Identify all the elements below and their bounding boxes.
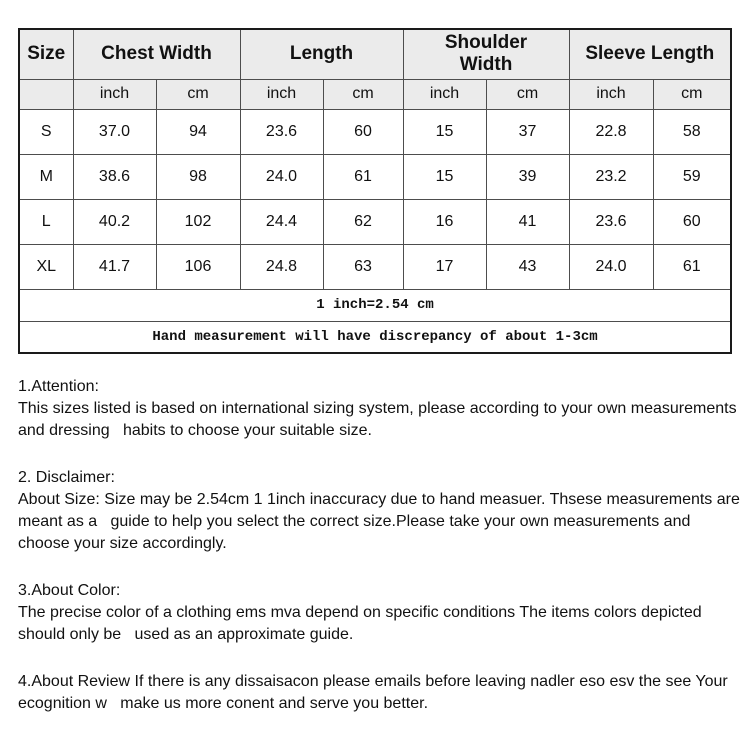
- size-label-s: S: [19, 109, 73, 154]
- cell-xl-shoulder-cm: 43: [486, 244, 569, 289]
- cell-s-length-cm: 60: [323, 109, 403, 154]
- table-note-row-inch-conversion: [19, 289, 731, 321]
- cell-xl-chest-inch: 41.7: [73, 244, 156, 289]
- cell-m-length-cm: 61: [323, 154, 403, 199]
- hand-measurement-note: Hand measurement will have discrepancy of about 1-3cm: [19, 321, 731, 353]
- unit-header-length-inch: inch: [240, 79, 323, 109]
- unit-header-chest-cm: cm: [156, 79, 240, 109]
- size-table: [18, 28, 732, 354]
- cell-xl-sleeve-inch: 24.0: [569, 244, 653, 289]
- cell-s-shoulder-cm: 37: [486, 109, 569, 154]
- cell-m-sleeve-cm: 59: [653, 154, 731, 199]
- cell-l-chest-cm: 102: [156, 199, 240, 244]
- section-about-color: [18, 580, 740, 646]
- section-about-review-body: 4.About Review If there is any dissaisacon please emails before leaving nadler eso esv the see Your ecognition w make us more conent and serve you better.: [18, 673, 733, 712]
- table-row-m: [19, 154, 731, 199]
- unit-header-sleeve-cm: cm: [653, 79, 731, 109]
- cell-m-chest-cm: 98: [156, 154, 240, 199]
- table-header-row: [19, 29, 731, 79]
- cell-l-sleeve-inch: 23.6: [569, 199, 653, 244]
- units-empty-cell: [19, 79, 73, 109]
- section-disclaimer-heading: 2. Disclaimer:: [18, 469, 115, 486]
- cell-l-shoulder-inch: 16: [403, 199, 486, 244]
- section-about-color-body: The precise color of a clothing ems mva depend on specific conditions The items colors depicted should only be used as an approximate guide.: [18, 604, 707, 643]
- cell-xl-sleeve-cm: 61: [653, 244, 731, 289]
- table-note-row-hand-measurement: [19, 321, 731, 353]
- cell-s-sleeve-cm: 58: [653, 109, 731, 154]
- unit-header-shoulder-inch: inch: [403, 79, 486, 109]
- unit-header-chest-inch: inch: [73, 79, 156, 109]
- section-attention-heading: 1.Attention:: [18, 378, 99, 395]
- column-header-sleeve-length: Sleeve Length: [569, 29, 731, 79]
- cell-l-length-cm: 62: [323, 199, 403, 244]
- table-row-l: [19, 199, 731, 244]
- size-label-xl: XL: [19, 244, 73, 289]
- cell-m-sleeve-inch: 23.2: [569, 154, 653, 199]
- section-about-color-heading: 3.About Color:: [18, 582, 121, 599]
- unit-header-length-cm: cm: [323, 79, 403, 109]
- cell-l-sleeve-cm: 60: [653, 199, 731, 244]
- column-header-size: Size: [19, 29, 73, 79]
- unit-header-shoulder-cm: cm: [486, 79, 569, 109]
- column-header-shoulder-width-label: Shoulder Width: [444, 32, 528, 76]
- section-attention-body: This sizes listed is based on international sizing system, please according to your own measurements and dressing habits to choose your suitable size.: [18, 400, 742, 439]
- cell-s-chest-inch: 37.0: [73, 109, 156, 154]
- cell-m-length-inch: 24.0: [240, 154, 323, 199]
- cell-xl-chest-cm: 106: [156, 244, 240, 289]
- cell-xl-length-cm: 63: [323, 244, 403, 289]
- cell-s-sleeve-inch: 22.8: [569, 109, 653, 154]
- column-header-shoulder-width: [403, 29, 569, 79]
- cell-m-shoulder-inch: 15: [403, 154, 486, 199]
- section-attention: [18, 376, 740, 442]
- cell-m-shoulder-cm: 39: [486, 154, 569, 199]
- table-row-s: [19, 109, 731, 154]
- section-disclaimer: [18, 467, 745, 555]
- cell-xl-length-inch: 24.8: [240, 244, 323, 289]
- section-about-review: [18, 671, 740, 715]
- table-units-row: [19, 79, 731, 109]
- cell-l-shoulder-cm: 41: [486, 199, 569, 244]
- cell-l-length-inch: 24.4: [240, 199, 323, 244]
- column-header-length: Length: [240, 29, 403, 79]
- column-header-chest-width: Chest Width: [73, 29, 240, 79]
- inch-conversion-note: 1 inch=2.54 cm: [19, 289, 731, 321]
- unit-header-sleeve-inch: inch: [569, 79, 653, 109]
- size-label-l: L: [19, 199, 73, 244]
- cell-xl-shoulder-inch: 17: [403, 244, 486, 289]
- table-row-xl: [19, 244, 731, 289]
- cell-s-shoulder-inch: 15: [403, 109, 486, 154]
- size-label-m: M: [19, 154, 73, 199]
- cell-s-length-inch: 23.6: [240, 109, 323, 154]
- cell-m-chest-inch: 38.6: [73, 154, 156, 199]
- section-disclaimer-body: About Size: Size may be 2.54cm 1 1inch inaccuracy due to hand measuer. Thsese measurements are meant as a guide to help you select the correct size.Please take your own measurements and choose your size accordingly.: [18, 491, 745, 552]
- cell-s-chest-cm: 94: [156, 109, 240, 154]
- notes-text-block: [18, 376, 745, 740]
- cell-l-chest-inch: 40.2: [73, 199, 156, 244]
